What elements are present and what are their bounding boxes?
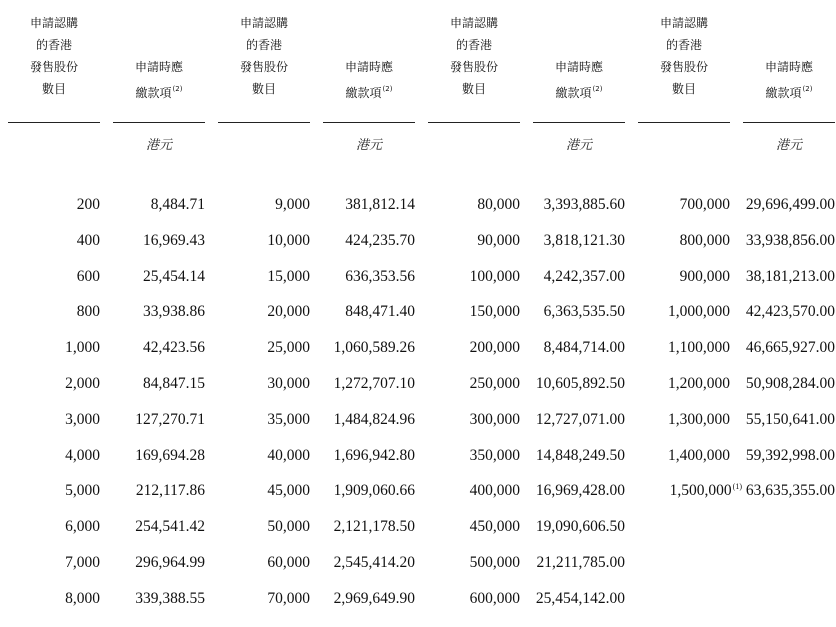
footnote-marker: (1) — [732, 482, 742, 492]
shares-header-line: 數目 — [671, 82, 696, 96]
shares-cell: 70,000 — [267, 589, 310, 607]
shares-cell: 1,400,000 — [668, 446, 730, 464]
shares-cell: 9,000 — [275, 196, 310, 213]
amount-cell: 55,150,641.00 — [745, 410, 835, 428]
shares-cell: 6,000 — [65, 518, 100, 536]
header-rule — [743, 122, 835, 123]
amount-cell: 3,818,121.30 — [543, 231, 625, 249]
amount-cell: 33,938.86 — [143, 303, 205, 321]
footnote-marker: (2) — [382, 85, 393, 93]
payment-header-line: 申請時應 — [134, 60, 183, 74]
shares-cell: 60,000 — [267, 554, 310, 571]
shares-cell: 10,000 — [267, 231, 310, 249]
shares-cell: 35,000 — [267, 410, 310, 428]
payment-header-line: 申請時應 — [764, 60, 813, 74]
shares-header-line: 發售股份 — [449, 60, 498, 74]
shares-cell: 1,000 — [65, 339, 100, 357]
shares-cell: 40,000 — [267, 446, 310, 464]
unit-label: 港元 — [355, 138, 382, 153]
amount-cell: 19,090,606.50 — [535, 518, 625, 536]
shares-cell: 300,000 — [469, 410, 520, 428]
shares-cell: 100,000 — [469, 267, 520, 285]
shares-header-line: 發售股份 — [239, 60, 288, 74]
amount-cell: 8,484.71 — [150, 196, 205, 213]
amount-cell: 212,117.86 — [135, 482, 205, 500]
shares-cell: 600,000 — [469, 589, 520, 607]
payment-header-line: 繳款項$^{(2)}$ — [765, 85, 813, 100]
amount-cell: 14,848,249.50 — [535, 446, 625, 464]
unit-label: 港元 — [145, 138, 172, 153]
shares-header-line: 的香港 — [455, 38, 492, 52]
shares-cell: 450,000 — [469, 518, 520, 536]
amount-cell: 25,454,142.00 — [535, 589, 625, 607]
shares-cell: 5,000 — [65, 482, 100, 500]
amount-cell: 46,665,927.00 — [745, 339, 835, 357]
payment-header-line: 繳款項$^{(2)}$ — [135, 85, 183, 100]
header-rule — [113, 122, 205, 123]
amount-cell: 33,938,856.00 — [745, 231, 835, 249]
shares-cell: 600 — [76, 267, 100, 285]
shares-header-line: 數目 — [461, 82, 486, 96]
shares-cell: 700,000 — [679, 196, 730, 213]
amount-cell: 424,235.70 — [345, 231, 415, 249]
amount-cell: 59,392,998.00 — [745, 446, 835, 464]
unit-label: 港元 — [565, 138, 592, 153]
shares-value: 1,500,000 — [669, 482, 732, 500]
amount-cell: 339,388.55 — [135, 589, 205, 607]
shares-cell — [670, 482, 742, 500]
amount-cell: 21,211,785.00 — [536, 554, 625, 571]
amount-cell: 2,969,649.90 — [333, 589, 415, 607]
amount-cell: 38,181,213.00 — [745, 267, 835, 285]
amount-cell: 296,964.99 — [135, 554, 205, 571]
shares-header-line: 發售股份 — [659, 60, 708, 74]
shares-cell: 200,000 — [469, 339, 520, 357]
shares-cell: 45,000 — [267, 482, 310, 500]
amount-cell: 50,908,284.00 — [745, 375, 835, 392]
amount-cell: 63,635,355.00 — [745, 482, 835, 500]
shares-cell: 800 — [76, 303, 100, 321]
shares-cell: 15,000 — [267, 267, 310, 285]
amount-cell: 381,812.14 — [345, 196, 415, 213]
shares-cell: 25,000 — [267, 339, 310, 357]
amount-cell: 1,696,942.80 — [333, 446, 415, 464]
payment-header-line: 申請時應 — [344, 60, 393, 74]
payment-header-line: 繳款項$^{(2)}$ — [345, 85, 393, 100]
shares-cell: 1,100,000 — [668, 339, 730, 357]
shares-cell: 8,000 — [65, 589, 100, 607]
shares-header-line: 申請認購 — [659, 16, 708, 30]
amount-cell: 3,393,885.60 — [543, 196, 625, 213]
shares-cell: 350,000 — [469, 446, 520, 464]
amount-cell: 4,242,357.00 — [543, 267, 625, 285]
amount-cell: 8,484,714.00 — [543, 339, 625, 357]
shares-header-line: 數目 — [251, 82, 276, 96]
unit-label: 港元 — [775, 138, 802, 153]
amount-cell: 1,484,824.96 — [333, 410, 415, 428]
shares-cell: 900,000 — [679, 267, 730, 285]
footnote-marker: (2) — [172, 85, 183, 93]
amount-cell: 12,727,071.00 — [535, 410, 625, 428]
shares-header-line: 的香港 — [665, 38, 702, 52]
amount-cell: 29,696,499.00 — [745, 196, 835, 213]
amount-cell: 42,423.56 — [143, 339, 205, 357]
amount-cell: 1,909,060.66 — [333, 482, 415, 500]
shares-header-line: 的香港 — [35, 38, 72, 52]
shares-cell: 4,000 — [65, 446, 100, 464]
shares-header-line: 申請認購 — [239, 16, 288, 30]
shares-cell: 400 — [76, 231, 100, 249]
shares-cell: 7,000 — [65, 554, 100, 571]
amount-cell: 848,471.40 — [345, 303, 415, 321]
amount-cell: 127,270.71 — [135, 410, 205, 428]
shares-cell: 150,000 — [469, 303, 520, 321]
amount-cell: 2,121,178.50 — [333, 518, 415, 536]
amount-cell: 636,353.56 — [345, 267, 415, 285]
amount-cell: 169,694.28 — [135, 446, 205, 464]
amount-cell: 25,454.14 — [143, 267, 205, 285]
amount-cell: 1,272,707.10 — [333, 375, 415, 392]
shares-header-line: 申請認購 — [449, 16, 498, 30]
shares-cell: 20,000 — [267, 303, 310, 321]
shares-header-line: 申請認購 — [29, 16, 78, 30]
header-rule — [533, 122, 625, 123]
footnote-marker: (2) — [592, 85, 603, 93]
shares-cell: 1,300,000 — [668, 410, 730, 428]
shares-header-line: 發售股份 — [29, 60, 78, 74]
shares-cell: 2,000 — [65, 375, 100, 392]
amount-cell: 42,423,570.00 — [745, 303, 835, 321]
header-rule — [638, 122, 730, 123]
shares-header-line: 數目 — [41, 82, 66, 96]
header-rule — [428, 122, 520, 123]
amount-cell: 1,060,589.26 — [333, 339, 415, 357]
shares-cell: 50,000 — [267, 518, 310, 536]
shares-cell: 30,000 — [267, 375, 310, 392]
amount-cell: 16,969.43 — [143, 231, 205, 249]
shares-cell: 400,000 — [469, 482, 520, 500]
shares-cell: 80,000 — [477, 196, 520, 213]
shares-cell: 1,200,000 — [668, 375, 730, 392]
payment-header-line: 申請時應 — [554, 60, 603, 74]
header-rule — [218, 122, 310, 123]
shares-cell: 200 — [76, 196, 100, 213]
amount-cell: 10,605,892.50 — [535, 375, 625, 392]
shares-cell: 90,000 — [477, 231, 520, 249]
amount-cell: 254,541.42 — [135, 518, 205, 536]
shares-header-line: 的香港 — [245, 38, 282, 52]
footnote-marker: (2) — [802, 85, 813, 93]
shares-cell: 3,000 — [65, 410, 100, 428]
shares-cell: 800,000 — [679, 231, 730, 249]
amount-cell: 2,545,414.20 — [333, 554, 415, 571]
shares-cell: 1,000,000 — [668, 303, 730, 321]
amount-cell: 16,969,428.00 — [535, 482, 625, 500]
shares-cell: 250,000 — [469, 375, 520, 392]
header-rule — [323, 122, 415, 123]
header-rule — [8, 122, 100, 123]
amount-cell: 84,847.15 — [143, 375, 205, 392]
payment-header-line: 繳款項$^{(2)}$ — [555, 85, 603, 100]
shares-cell: 500,000 — [469, 554, 520, 571]
amount-cell: 6,363,535.50 — [543, 303, 625, 321]
